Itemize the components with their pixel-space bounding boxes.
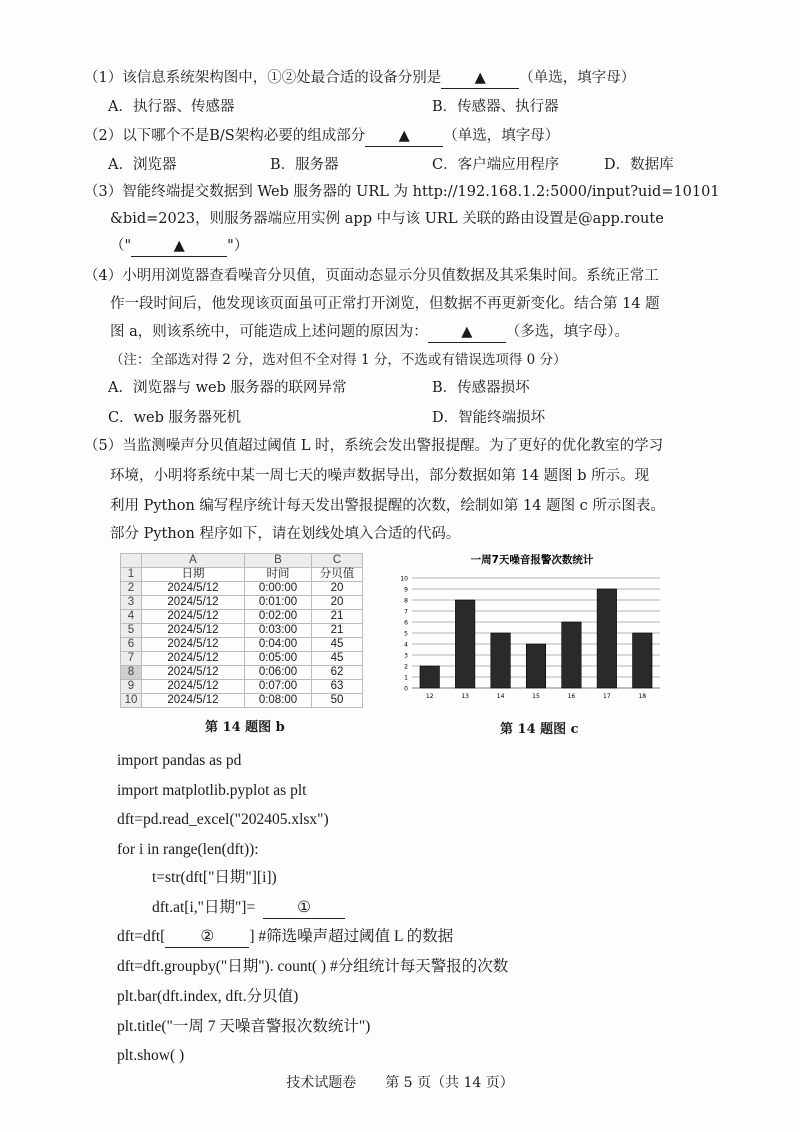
cell-db: 50 [312, 694, 363, 708]
q2-text: （2）以下哪个不是B/S架构必要的组成部分 [84, 128, 366, 144]
q2-option-a: A．浏览器 [108, 157, 177, 173]
row-number: 4 [121, 610, 142, 624]
table-row [121, 582, 363, 596]
code-line-6 [152, 898, 345, 919]
y-tick-label: 9 [404, 586, 408, 594]
row-number: 7 [121, 652, 142, 666]
cell-date: 2024/5/12 [142, 694, 245, 708]
chart-bar-16 [562, 622, 581, 688]
cell-db: 45 [312, 652, 363, 666]
table-row [121, 638, 363, 652]
q4-answer-blank[interactable]: ▲ [428, 322, 506, 343]
code-line-7 [117, 927, 453, 948]
footer-page-number: 第 5 页（共 14 页） [385, 1075, 514, 1091]
q4-option-a: A．浏览器与 web 服务器的联网异常 [108, 380, 347, 396]
q4-line3-prefix: 图 a，则该系统中，可能造成上述问题的原因为： [110, 324, 428, 340]
y-tick-label: 8 [404, 597, 408, 605]
cell-db: 62 [312, 666, 363, 680]
cell-date: 2024/5/12 [142, 582, 245, 596]
x-tick-label: 12 [425, 693, 434, 700]
cell-db: 63 [312, 680, 363, 694]
code-line-2: import matplotlib.pyplot as plt [117, 782, 307, 799]
code-line-11: plt.show( ) [117, 1047, 185, 1064]
q2-option-b: B．服务器 [270, 157, 339, 173]
q3-suffix: "） [227, 238, 249, 254]
chart-bars [420, 589, 652, 688]
figure-c-caption: 第 14 题图 c [500, 722, 579, 737]
cell-time: 0:06:00 [245, 666, 312, 680]
q3-answer-blank[interactable]: ▲ [131, 236, 227, 257]
code-line-8: dft=dft.groupby("日期"). count( ) #分组统计每天警报的次数 [117, 958, 509, 975]
q4-line1: （4）小明用浏览器查看噪音分贝值，页面动态显示分贝值数据及其采集时间。系统正常工 [84, 268, 659, 284]
q4-line3 [110, 322, 629, 343]
row-number: 1 [121, 568, 142, 582]
y-tick-label: 0 [404, 685, 408, 693]
q4-line3-suffix: （多选，填字母）。 [505, 324, 630, 340]
chart-title: 一周7天噪音报警次数统计 [470, 554, 594, 566]
q4-line2: 作一段时间后，他发现该页面虽可正常打开浏览，但数据不再更新变化。结合第 14 题 [110, 296, 660, 312]
q4-option-d: D．智能终端损坏 [432, 410, 546, 426]
y-tick-label: 4 [404, 641, 408, 649]
q1-text: （1）该信息系统架构图中，①②处最合适的设备分别是 [84, 70, 442, 86]
cell-date: 2024/5/12 [142, 638, 245, 652]
x-tick-label: 13 [461, 693, 469, 700]
q3-line2: &bid=2023，则服务器端应用实例 app 中与该 URL 关联的路由设置是@app.route [110, 211, 664, 227]
cell-time: 0:01:00 [245, 596, 312, 610]
cell-time: 0:00:00 [245, 582, 312, 596]
cell-time: 0:07:00 [245, 680, 312, 694]
row-number: 9 [121, 680, 142, 694]
code-line-7-suffix: ] #筛选噪声超过阈值 L 的数据 [249, 928, 454, 945]
sheet-corner [121, 554, 142, 568]
code-line-5: t=str(dft["日期"][i]) [152, 869, 277, 886]
row-number: 8 [121, 666, 142, 680]
spreadsheet-table [120, 553, 363, 708]
chart-x-ticks [426, 693, 646, 700]
y-tick-label: 7 [404, 608, 408, 616]
page-footer [0, 1072, 800, 1092]
sheet-col-b: B [245, 554, 312, 568]
q3-prefix: （" [110, 238, 132, 254]
q2-line [84, 126, 559, 147]
x-tick-label: 18 [638, 693, 647, 700]
cell-time: 0:08:00 [245, 694, 312, 708]
cell-time: 0:04:00 [245, 638, 312, 652]
y-tick-label: 1 [404, 674, 408, 682]
cell-time: 时间 [245, 568, 312, 582]
row-number: 6 [121, 638, 142, 652]
code-line-10: plt.title("一周 7 天噪音警报次数统计") [117, 1018, 371, 1035]
q1-line [84, 68, 635, 89]
cell-date: 2024/5/12 [142, 610, 245, 624]
code-line-1: import pandas as pd [117, 752, 242, 769]
chart-bar-13 [455, 600, 474, 688]
cell-db: 45 [312, 638, 363, 652]
x-tick-label: 15 [532, 693, 540, 700]
row-number: 5 [121, 624, 142, 638]
y-tick-label: 2 [404, 663, 408, 671]
chart-bar-14 [491, 633, 510, 688]
table-row [121, 568, 363, 582]
chart-y-ticks [400, 576, 408, 693]
bar-chart [396, 552, 668, 712]
code-blank-1[interactable]: ① [263, 898, 345, 919]
q4-note: （注：全部选对得 2 分，选对但不全对得 1 分，不选或有错误选项得 0 分） [110, 352, 567, 368]
cell-time: 0:02:00 [245, 610, 312, 624]
table-row [121, 610, 363, 624]
code-line-9: plt.bar(dft.index, dft.分贝值) [117, 988, 299, 1005]
code-blank-2[interactable]: ② [165, 927, 249, 948]
cell-date: 2024/5/12 [142, 652, 245, 666]
q3-line3 [110, 236, 248, 257]
q1-hint: （单选，填字母） [519, 70, 636, 86]
q5-line2: 环境，小明将系统中某一周七天的噪声数据导出，部分数据如第 14 题图 b 所示。现 [110, 468, 650, 484]
cell-time: 0:05:00 [245, 652, 312, 666]
code-line-6-prefix: dft.at[i,"日期"]= [152, 899, 256, 916]
q3-line1: （3）智能终端提交数据到 Web 服务器的 URL 为 http://192.168.1.2:5000/input?uid=10101 [84, 184, 720, 200]
table-row [121, 596, 363, 610]
q2-option-d: D．数据库 [604, 157, 674, 173]
chart-bar-15 [526, 644, 545, 688]
cell-date: 2024/5/12 [142, 596, 245, 610]
table-row [121, 652, 363, 666]
cell-date: 2024/5/12 [142, 624, 245, 638]
cell-db: 分贝值 [312, 568, 363, 582]
code-line-4: for i in range(len(dft)): [117, 841, 259, 858]
cell-date: 2024/5/12 [142, 680, 245, 694]
code-line-3: dft=pd.read_excel("202405.xlsx") [117, 811, 329, 828]
q1-option-a: A．执行器、传感器 [108, 99, 235, 115]
q2-hint: （单选，填字母） [443, 128, 560, 144]
q1-answer-blank[interactable]: ▲ [441, 68, 519, 89]
x-tick-label: 17 [603, 693, 611, 700]
table-row [121, 680, 363, 694]
x-tick-label: 14 [496, 693, 505, 700]
y-tick-label: 10 [400, 575, 408, 583]
table-row [121, 694, 363, 708]
y-tick-label: 5 [404, 630, 408, 638]
code-line-7-prefix: dft=dft[ [117, 928, 166, 945]
cell-date: 2024/5/12 [142, 666, 245, 680]
q4-option-b: B．传感器损坏 [432, 380, 530, 396]
row-number: 10 [121, 694, 142, 708]
q5-line3: 利用 Python 编写程序统计每天发出警报提醒的次数，绘制如第 14 题图 c 所示图表。 [110, 498, 665, 514]
x-tick-label: 16 [567, 693, 576, 700]
y-tick-label: 3 [404, 652, 408, 660]
spreadsheet-figure [120, 553, 363, 708]
chart-bar-17 [597, 589, 616, 688]
chart-bar-12 [420, 666, 439, 688]
sheet-column-header-row [121, 554, 363, 568]
q5-line1: （5）当监测噪声分贝值超过阈值 L 时，系统会发出警报提醒。为了更好的优化教室的学习 [84, 438, 664, 454]
cell-date: 日期 [142, 568, 245, 582]
figure-b-caption: 第 14 题图 b [205, 720, 285, 735]
cell-db: 21 [312, 624, 363, 638]
table-row [121, 624, 363, 638]
chart-bar-18 [633, 633, 652, 688]
row-number: 3 [121, 596, 142, 610]
q4-option-c: C．web 服务器死机 [108, 410, 241, 426]
q2-option-c: C．客户端应用程序 [432, 157, 560, 173]
q2-answer-blank[interactable]: ▲ [365, 126, 443, 147]
cell-db: 20 [312, 582, 363, 596]
footer-left: 技术试题卷 [286, 1075, 357, 1091]
cell-time: 0:03:00 [245, 624, 312, 638]
q5-line4: 部分 Python 程序如下，请在划线处填入合适的代码。 [110, 526, 461, 542]
sheet-col-c: C [312, 554, 363, 568]
y-tick-label: 6 [404, 619, 408, 627]
sheet-col-a: A [142, 554, 245, 568]
table-row [121, 666, 363, 680]
q1-option-b: B．传感器、执行器 [432, 99, 559, 115]
row-number: 2 [121, 582, 142, 596]
cell-db: 20 [312, 596, 363, 610]
cell-db: 21 [312, 610, 363, 624]
